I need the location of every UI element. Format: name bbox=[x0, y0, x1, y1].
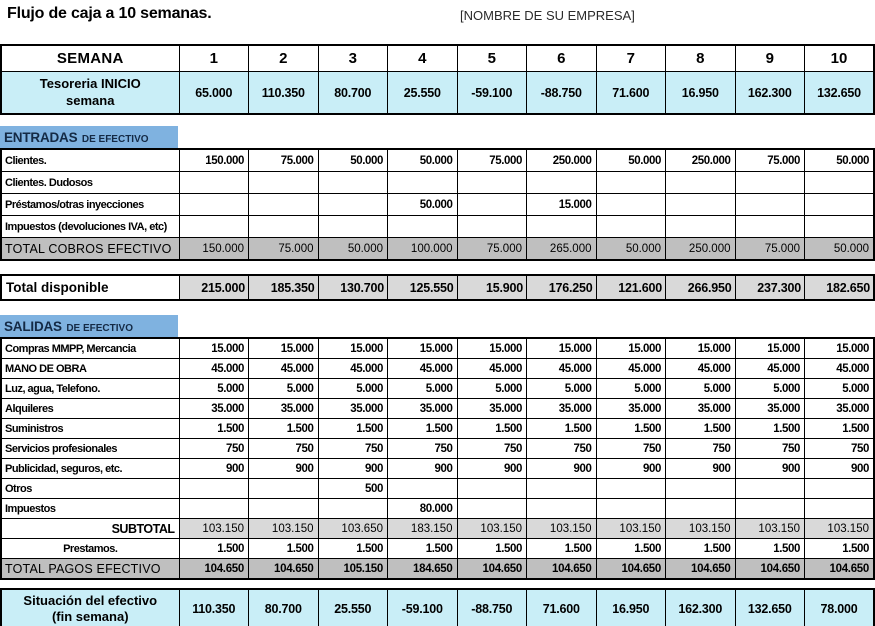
cell-value: 15.000 bbox=[527, 194, 597, 216]
cell-value: 35.000 bbox=[318, 399, 388, 419]
tesoreria-value: 80.700 bbox=[318, 72, 388, 115]
prestamos-row bbox=[1, 539, 874, 559]
cell-value: 1.500 bbox=[735, 419, 805, 439]
total-cobros-value: 75.000 bbox=[457, 238, 527, 261]
cell-value: 15.000 bbox=[666, 338, 736, 359]
week-number: 10 bbox=[805, 45, 875, 72]
week-number: 3 bbox=[318, 45, 388, 72]
cell-value bbox=[735, 194, 805, 216]
cell-value bbox=[666, 479, 736, 499]
week-number: 4 bbox=[388, 45, 458, 72]
cell-value: 500 bbox=[318, 479, 388, 499]
prestamos-value: 1.500 bbox=[249, 539, 319, 559]
subtotal-row bbox=[1, 519, 874, 539]
subtotal-value: 103.150 bbox=[596, 519, 666, 539]
total-pagos-value: 104.650 bbox=[805, 559, 875, 580]
tesoreria-value: -59.100 bbox=[457, 72, 527, 115]
table-row bbox=[1, 399, 874, 419]
situacion-value: 16.950 bbox=[596, 589, 666, 626]
tesoreria-value: 162.300 bbox=[735, 72, 805, 115]
cell-value: 75.000 bbox=[249, 149, 319, 172]
cell-value: 1.500 bbox=[596, 419, 666, 439]
subtotal-value: 103.650 bbox=[318, 519, 388, 539]
prestamos-value: 1.500 bbox=[388, 539, 458, 559]
entradas-title: ENTRADAS bbox=[4, 130, 78, 145]
situacion-value: 110.350 bbox=[179, 589, 249, 626]
page-title: Flujo de caja a 10 semanas. bbox=[7, 5, 212, 22]
week-number: 5 bbox=[457, 45, 527, 72]
total-disponible-value: 130.700 bbox=[318, 275, 388, 300]
total-cobros-value: 75.000 bbox=[249, 238, 319, 261]
tesoreria-value: 16.950 bbox=[666, 72, 736, 115]
table-row bbox=[1, 338, 874, 359]
cell-value bbox=[457, 479, 527, 499]
cell-value: 15.000 bbox=[388, 338, 458, 359]
total-cobros-label: TOTAL COBROS EFECTIVO bbox=[1, 238, 179, 261]
row-label: Clientes. Dudosos bbox=[1, 172, 179, 194]
week-number: 2 bbox=[249, 45, 319, 72]
table-row bbox=[1, 379, 874, 399]
tesoreria-value: 71.600 bbox=[596, 72, 666, 115]
cell-value: 45.000 bbox=[388, 359, 458, 379]
subtotal-value: 103.150 bbox=[457, 519, 527, 539]
total-cobros-value: 250.000 bbox=[666, 238, 736, 261]
cell-value: 45.000 bbox=[666, 359, 736, 379]
cell-value: 1.500 bbox=[318, 419, 388, 439]
total-pagos-label: TOTAL PAGOS EFECTIVO bbox=[1, 559, 179, 580]
total-disponible-row bbox=[1, 275, 874, 300]
cell-value: 5.000 bbox=[666, 379, 736, 399]
cell-value bbox=[318, 216, 388, 238]
cell-value bbox=[735, 499, 805, 519]
cell-value: 250.000 bbox=[527, 149, 597, 172]
cell-value: 50.000 bbox=[318, 149, 388, 172]
cell-value: 1.500 bbox=[457, 419, 527, 439]
cell-value: 45.000 bbox=[318, 359, 388, 379]
prestamos-value: 1.500 bbox=[457, 539, 527, 559]
cell-value: 750 bbox=[596, 439, 666, 459]
subtotal-value: 103.150 bbox=[666, 519, 736, 539]
cell-value: 750 bbox=[318, 439, 388, 459]
cell-value: 750 bbox=[666, 439, 736, 459]
cell-value: 5.000 bbox=[527, 379, 597, 399]
cell-value: 1.500 bbox=[805, 419, 875, 439]
tesoreria-value: 25.550 bbox=[388, 72, 458, 115]
cell-value bbox=[457, 216, 527, 238]
cell-value: 1.500 bbox=[388, 419, 458, 439]
total-disponible-value: 266.950 bbox=[666, 275, 736, 300]
cell-value bbox=[388, 216, 458, 238]
situacion-value: 25.550 bbox=[318, 589, 388, 626]
situacion-value: 80.700 bbox=[249, 589, 319, 626]
total-pagos-value: 184.650 bbox=[388, 559, 458, 580]
row-label: Suministros bbox=[1, 419, 179, 439]
total-cobros-value: 50.000 bbox=[805, 238, 875, 261]
row-label: Servicios profesionales bbox=[1, 439, 179, 459]
cell-value: 15.000 bbox=[735, 338, 805, 359]
cell-value: 900 bbox=[457, 459, 527, 479]
entradas-table bbox=[0, 148, 875, 261]
week-number: 6 bbox=[527, 45, 597, 72]
cell-value: 5.000 bbox=[735, 379, 805, 399]
cell-value bbox=[179, 194, 249, 216]
cell-value: 900 bbox=[249, 459, 319, 479]
cell-value bbox=[457, 172, 527, 194]
week-number-row bbox=[1, 45, 874, 72]
week-header-table bbox=[0, 44, 875, 115]
cell-value: 150.000 bbox=[179, 149, 249, 172]
table-row bbox=[1, 419, 874, 439]
title-bar bbox=[0, 0, 875, 40]
cell-value: 1.500 bbox=[527, 419, 597, 439]
total-cobros-value: 75.000 bbox=[735, 238, 805, 261]
cell-value bbox=[527, 499, 597, 519]
cell-value bbox=[805, 479, 875, 499]
situacion-label: Situación del efectivo (fin semana) bbox=[1, 589, 179, 626]
cell-value bbox=[527, 216, 597, 238]
cell-value bbox=[735, 479, 805, 499]
cell-value bbox=[596, 499, 666, 519]
cell-value: 5.000 bbox=[805, 379, 875, 399]
cell-value bbox=[666, 499, 736, 519]
cell-value bbox=[249, 216, 319, 238]
cell-value: 5.000 bbox=[457, 379, 527, 399]
cell-value bbox=[179, 499, 249, 519]
cell-value: 750 bbox=[179, 439, 249, 459]
cell-value: 45.000 bbox=[735, 359, 805, 379]
table-row bbox=[1, 459, 874, 479]
prestamos-value: 1.500 bbox=[735, 539, 805, 559]
cell-value: 50.000 bbox=[388, 194, 458, 216]
total-cobros-value: 50.000 bbox=[318, 238, 388, 261]
cell-value: 35.000 bbox=[388, 399, 458, 419]
cell-value: 45.000 bbox=[457, 359, 527, 379]
total-disponible-value: 176.250 bbox=[527, 275, 597, 300]
cell-value: 900 bbox=[596, 459, 666, 479]
total-cobros-value: 100.000 bbox=[388, 238, 458, 261]
salidas-table bbox=[0, 337, 875, 580]
situacion-value: 162.300 bbox=[666, 589, 736, 626]
situacion-value: -88.750 bbox=[457, 589, 527, 626]
cell-value bbox=[735, 216, 805, 238]
section-header-entradas bbox=[0, 126, 178, 148]
entradas-subtitle: DE EFECTIVO bbox=[81, 134, 149, 145]
subtotal-label: SUBTOTAL bbox=[1, 519, 179, 539]
cell-value: 1.500 bbox=[249, 419, 319, 439]
total-pagos-value: 105.150 bbox=[318, 559, 388, 580]
total-cobros-value: 265.000 bbox=[527, 238, 597, 261]
total-pagos-value: 104.650 bbox=[249, 559, 319, 580]
cell-value bbox=[805, 172, 875, 194]
situacion-row bbox=[1, 589, 874, 626]
cell-value: 900 bbox=[318, 459, 388, 479]
cell-value: 900 bbox=[735, 459, 805, 479]
cell-value: 5.000 bbox=[179, 379, 249, 399]
cell-value: 15.000 bbox=[596, 338, 666, 359]
subtotal-value: 103.150 bbox=[527, 519, 597, 539]
week-number: 8 bbox=[666, 45, 736, 72]
cell-value: 50.000 bbox=[596, 149, 666, 172]
cell-value bbox=[735, 172, 805, 194]
prestamos-value: 1.500 bbox=[596, 539, 666, 559]
total-pagos-value: 104.650 bbox=[596, 559, 666, 580]
prestamos-value: 1.500 bbox=[666, 539, 736, 559]
cell-value: 35.000 bbox=[805, 399, 875, 419]
cell-value: 750 bbox=[457, 439, 527, 459]
cell-value: 80.000 bbox=[388, 499, 458, 519]
situacion-value: 71.600 bbox=[527, 589, 597, 626]
cell-value: 45.000 bbox=[179, 359, 249, 379]
cell-value: 15.000 bbox=[318, 338, 388, 359]
row-label: Impuestos bbox=[1, 499, 179, 519]
cell-value bbox=[179, 216, 249, 238]
table-row bbox=[1, 359, 874, 379]
cell-value: 750 bbox=[388, 439, 458, 459]
cell-value bbox=[318, 499, 388, 519]
total-pagos-value: 104.650 bbox=[527, 559, 597, 580]
week-number: 7 bbox=[596, 45, 666, 72]
row-label: Otros bbox=[1, 479, 179, 499]
cell-value: 45.000 bbox=[527, 359, 597, 379]
cell-value bbox=[666, 216, 736, 238]
cell-value bbox=[388, 479, 458, 499]
cell-value: 15.000 bbox=[457, 338, 527, 359]
total-pagos-value: 104.650 bbox=[179, 559, 249, 580]
prestamos-label: Prestamos. bbox=[1, 539, 179, 559]
table-row bbox=[1, 499, 874, 519]
week-number: 9 bbox=[735, 45, 805, 72]
total-disponible-value: 237.300 bbox=[735, 275, 805, 300]
total-disponible-value: 215.000 bbox=[179, 275, 249, 300]
subtotal-value: 103.150 bbox=[735, 519, 805, 539]
cell-value bbox=[527, 172, 597, 194]
cell-value bbox=[596, 172, 666, 194]
cell-value bbox=[318, 194, 388, 216]
row-label: Impuestos (devoluciones IVA, etc) bbox=[1, 216, 179, 238]
cell-value: 35.000 bbox=[457, 399, 527, 419]
cell-value bbox=[179, 172, 249, 194]
subtotal-value: 103.150 bbox=[179, 519, 249, 539]
prestamos-value: 1.500 bbox=[318, 539, 388, 559]
subtotal-value: 103.150 bbox=[805, 519, 875, 539]
row-label: Publicidad, seguros, etc. bbox=[1, 459, 179, 479]
cell-value: 750 bbox=[805, 439, 875, 459]
prestamos-value: 1.500 bbox=[527, 539, 597, 559]
cell-value bbox=[596, 479, 666, 499]
cell-value: 35.000 bbox=[249, 399, 319, 419]
total-disponible-table bbox=[0, 274, 875, 301]
cell-value: 750 bbox=[249, 439, 319, 459]
tesoreria-inicio-row bbox=[1, 72, 874, 115]
cell-value: 5.000 bbox=[318, 379, 388, 399]
cell-value: 5.000 bbox=[388, 379, 458, 399]
cell-value bbox=[666, 172, 736, 194]
situacion-value: 78.000 bbox=[805, 589, 875, 626]
cell-value: 45.000 bbox=[805, 359, 875, 379]
row-label: Compras MMPP, Mercancia bbox=[1, 338, 179, 359]
total-disponible-value: 121.600 bbox=[596, 275, 666, 300]
total-disponible-value: 185.350 bbox=[249, 275, 319, 300]
cell-value bbox=[179, 479, 249, 499]
table-row bbox=[1, 149, 874, 172]
row-label: Préstamos/otras inyecciones bbox=[1, 194, 179, 216]
cell-value: 15.000 bbox=[249, 338, 319, 359]
week-header-label: SEMANA bbox=[1, 45, 179, 72]
cell-value: 75.000 bbox=[735, 149, 805, 172]
cell-value: 75.000 bbox=[457, 149, 527, 172]
cell-value: 1.500 bbox=[666, 419, 736, 439]
total-disponible-value: 15.900 bbox=[457, 275, 527, 300]
situacion-value: 132.650 bbox=[735, 589, 805, 626]
company-name-placeholder: [NOMBRE DE SU EMPRESA] bbox=[460, 8, 635, 23]
tesoreria-value: 110.350 bbox=[249, 72, 319, 115]
cell-value: 900 bbox=[388, 459, 458, 479]
cell-value: 35.000 bbox=[596, 399, 666, 419]
cell-value bbox=[457, 499, 527, 519]
cell-value bbox=[805, 194, 875, 216]
total-cobros-row bbox=[1, 238, 874, 261]
total-cobros-value: 150.000 bbox=[179, 238, 249, 261]
cell-value bbox=[388, 172, 458, 194]
total-pagos-value: 104.650 bbox=[666, 559, 736, 580]
cell-value bbox=[596, 194, 666, 216]
cell-value: 35.000 bbox=[179, 399, 249, 419]
cell-value bbox=[249, 172, 319, 194]
cell-value: 50.000 bbox=[388, 149, 458, 172]
cell-value: 5.000 bbox=[249, 379, 319, 399]
total-pagos-value: 104.650 bbox=[457, 559, 527, 580]
cell-value: 900 bbox=[527, 459, 597, 479]
situacion-value: -59.100 bbox=[388, 589, 458, 626]
salidas-title: SALIDAS bbox=[4, 319, 62, 334]
cell-value: 900 bbox=[805, 459, 875, 479]
cell-value: 35.000 bbox=[735, 399, 805, 419]
cell-value: 5.000 bbox=[596, 379, 666, 399]
cell-value bbox=[249, 479, 319, 499]
table-row bbox=[1, 216, 874, 238]
cell-value bbox=[805, 216, 875, 238]
cell-value: 750 bbox=[735, 439, 805, 459]
total-pagos-value: 104.650 bbox=[735, 559, 805, 580]
total-disponible-value: 182.650 bbox=[805, 275, 875, 300]
cell-value: 750 bbox=[527, 439, 597, 459]
cell-value: 35.000 bbox=[666, 399, 736, 419]
row-label: Clientes. bbox=[1, 149, 179, 172]
total-disponible-value: 125.550 bbox=[388, 275, 458, 300]
cell-value bbox=[666, 194, 736, 216]
tesoreria-label: Tesoreria INICIO semana bbox=[1, 72, 179, 115]
cell-value bbox=[249, 194, 319, 216]
cell-value bbox=[596, 216, 666, 238]
salidas-subtitle: DE EFECTIVO bbox=[66, 323, 133, 334]
table-row bbox=[1, 439, 874, 459]
cell-value: 15.000 bbox=[805, 338, 875, 359]
prestamos-value: 1.500 bbox=[805, 539, 875, 559]
tesoreria-value: 132.650 bbox=[805, 72, 875, 115]
prestamos-value: 1.500 bbox=[179, 539, 249, 559]
tesoreria-value: -88.750 bbox=[527, 72, 597, 115]
cell-value: 50.000 bbox=[805, 149, 875, 172]
cell-value: 250.000 bbox=[666, 149, 736, 172]
cell-value: 15.000 bbox=[527, 338, 597, 359]
subtotal-value: 103.150 bbox=[249, 519, 319, 539]
cell-value bbox=[457, 194, 527, 216]
table-row bbox=[1, 194, 874, 216]
cell-value: 15.000 bbox=[179, 338, 249, 359]
cell-value bbox=[249, 499, 319, 519]
cell-value: 1.500 bbox=[179, 419, 249, 439]
week-number: 1 bbox=[179, 45, 249, 72]
row-label: Luz, agua, Telefono. bbox=[1, 379, 179, 399]
cell-value: 45.000 bbox=[249, 359, 319, 379]
table-row bbox=[1, 479, 874, 499]
cell-value: 900 bbox=[666, 459, 736, 479]
row-label: MANO DE OBRA bbox=[1, 359, 179, 379]
total-disponible-label: Total disponible bbox=[1, 275, 179, 300]
cell-value: 35.000 bbox=[527, 399, 597, 419]
cell-value bbox=[318, 172, 388, 194]
table-row bbox=[1, 172, 874, 194]
total-cobros-value: 50.000 bbox=[596, 238, 666, 261]
tesoreria-value: 65.000 bbox=[179, 72, 249, 115]
cell-value bbox=[527, 479, 597, 499]
situacion-table bbox=[0, 588, 875, 626]
subtotal-value: 183.150 bbox=[388, 519, 458, 539]
total-pagos-row bbox=[1, 559, 874, 580]
section-header-salidas bbox=[0, 315, 178, 337]
cell-value: 45.000 bbox=[596, 359, 666, 379]
cell-value bbox=[805, 499, 875, 519]
row-label: Alquileres bbox=[1, 399, 179, 419]
cell-value: 900 bbox=[179, 459, 249, 479]
